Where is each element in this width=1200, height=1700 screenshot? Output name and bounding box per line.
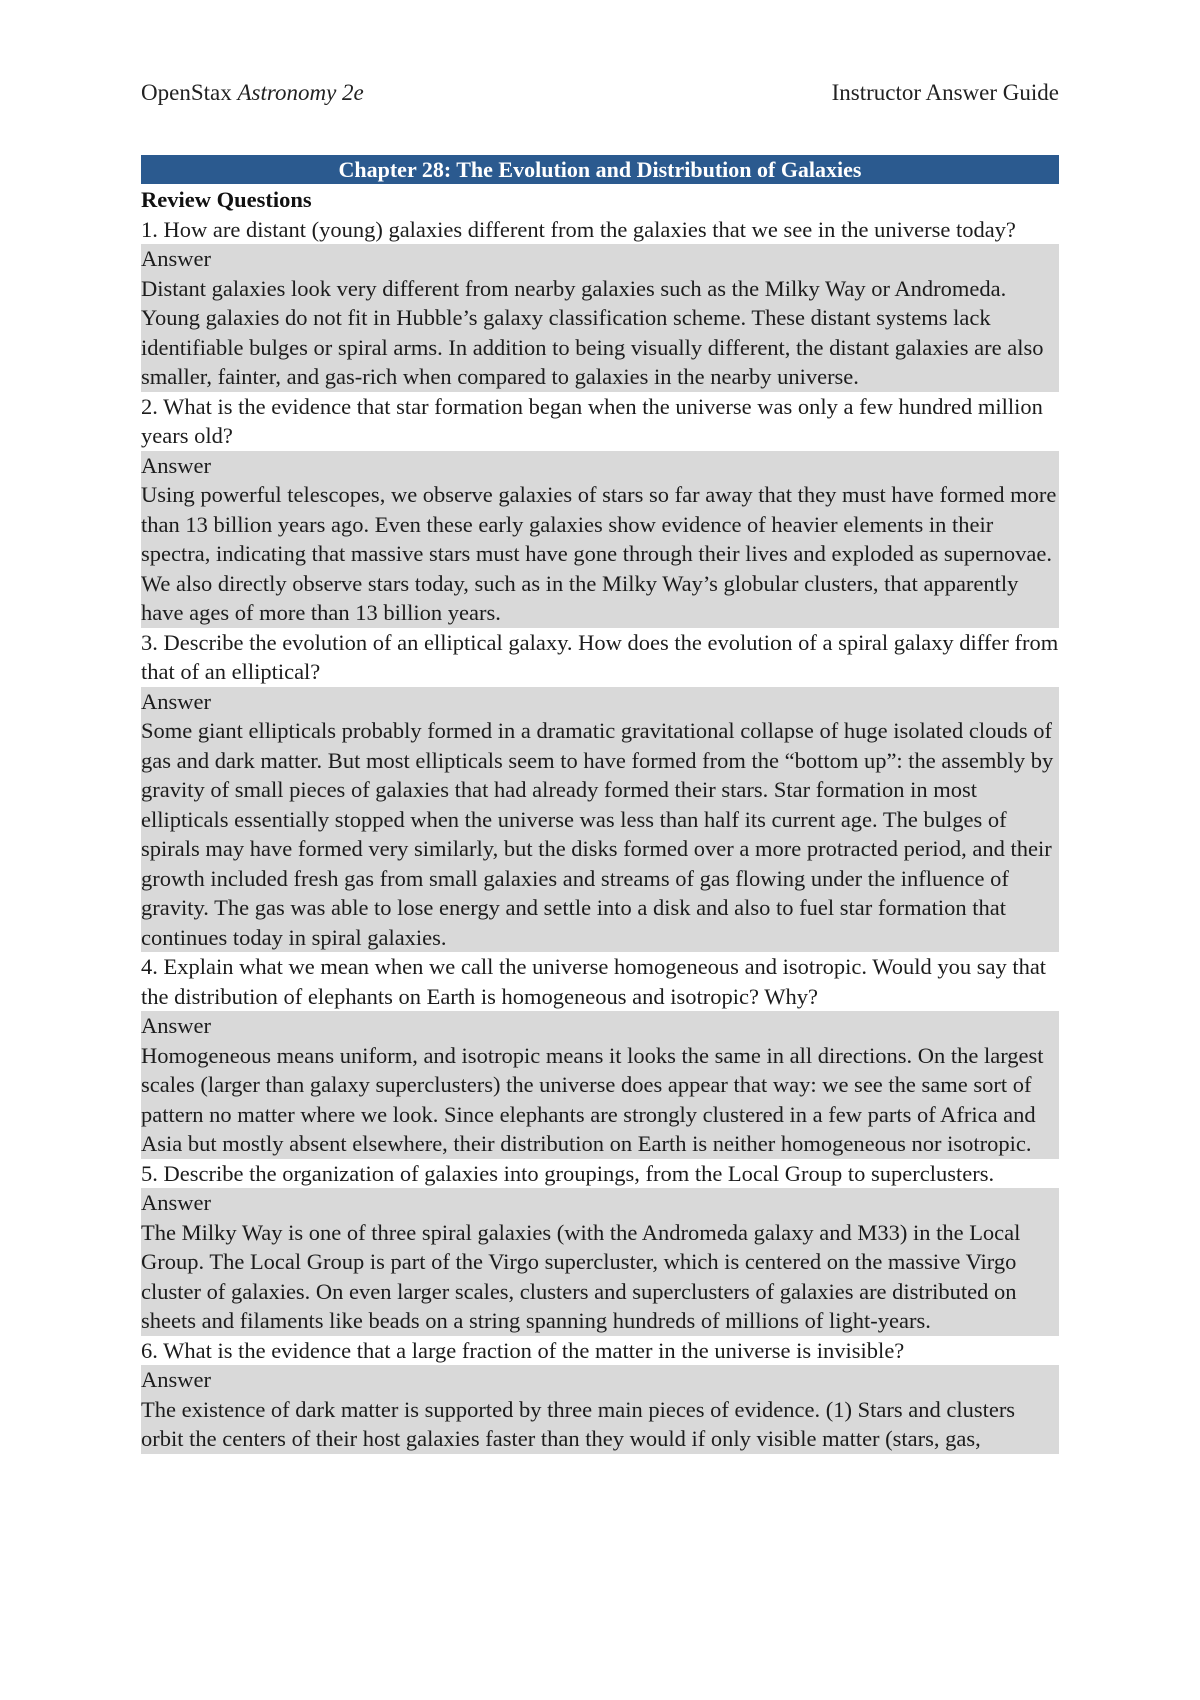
question-text: 2. What is the evidence that star formation began when the universe was only a few hundred million years old? (141, 393, 1043, 448)
header-book-title (141, 78, 364, 108)
answer-label: Answer (141, 688, 211, 714)
question-text: 5. Describe the organization of galaxies into groupings, from the Local Group to superclusters. (141, 1160, 995, 1186)
chapter-title-bar: Chapter 28: The Evolution and Distribution of Galaxies (141, 155, 1059, 184)
answer-block (141, 244, 1059, 392)
header-guide-title: Instructor Answer Guide (831, 80, 1059, 105)
answer-text: Homogeneous means uniform, and isotropic means it looks the same in all directions. On the largest scales (larger than galaxy superclusters) the universe does appear that way: we see the same sort of pattern no matter where we look. Since elephants are strongly clustered in a few parts of Africa and Asia but mostly absent elsewhere, their distribution on Earth is neither homogeneous nor isotropic. (141, 1042, 1044, 1156)
header-publisher: OpenStax (141, 80, 238, 105)
question-text: 6. What is the evidence that a large fraction of the matter in the universe is invisible? (141, 1337, 905, 1363)
answer-block (141, 1188, 1059, 1336)
qa-item (141, 392, 1059, 628)
answer-text: Distant galaxies look very different from nearby galaxies such as the Milky Way or Andromeda. Young galaxies do not fit in Hubble’s galaxy classification scheme. These distant systems lack identifiable bulges or spiral arms. In addition to being visually different, the distant galaxies are also smaller, fainter, and gas-rich when compared to galaxies in the nearby universe. (141, 275, 1044, 389)
answer-block (141, 451, 1059, 628)
answer-label: Answer (141, 1367, 211, 1392)
header-book-name: Astronomy 2e (237, 80, 364, 105)
answer-label: Answer (141, 1013, 211, 1038)
answer-text: Using powerful telescopes, we observe galaxies of stars so far away that they must have formed more than 13 billion years ago. Even these early galaxies show evidence of heavier elements in their spectra, indicating that massive stars must have gone through their lives and exploded as supernovae. We also directly observe stars today, such as in the Milky Way’s globular clusters, that apparently have ages of more than 13 billion years. (141, 482, 1057, 625)
document-content (141, 155, 1059, 1454)
answer-text: The Milky Way is one of three spiral galaxies (with the Andromeda galaxy and M33) in the Local Group. The Local Group is part of the Virgo supercluster, which is centered on the massive Virgo cluster of galaxies. On even larger scales, clusters and superclusters of galaxies are distributed on sheets and filaments like beads on a string spanning hundreds of millions of light-years. (141, 1219, 1021, 1333)
qa-item (141, 628, 1059, 953)
qa-item (141, 1159, 1059, 1336)
question-text: 1. How are distant (young) galaxies different from the galaxies that we see in the universe today? (141, 216, 1016, 242)
answer-label: Answer (141, 246, 211, 271)
answer-block (141, 1365, 1059, 1454)
answer-text: Some giant ellipticals probably formed in a dramatic gravitational collapse of huge isolated clouds of gas and dark matter. But most ellipticals seem to have formed from the “bottom up”: the assembly by gravity of small pieces of galaxies that had already formed their stars. Star formation in most ellipticals essentially stopped when the universe was less than half its current age. The bulges of spirals may have formed very similarly, but the disks formed over a more protracted period, and their growth included fresh gas from small galaxies and streams of gas flowing under the influence of gravity. The gas was able to lose energy and settle into a disk and also to fuel star formation that continues today in spiral galaxies. (141, 718, 1054, 950)
qa-item (141, 1336, 1059, 1454)
page-header (141, 78, 1059, 108)
qa-item (141, 952, 1059, 1159)
answer-block (141, 1011, 1059, 1159)
section-title: Review Questions (141, 187, 312, 212)
answer-label: Answer (141, 452, 211, 478)
qa-item (141, 215, 1059, 392)
answer-text: The existence of dark matter is supported by three main pieces of evidence. (1) Stars and clusters orbit the centers of their host galaxies faster than they would if only visible matter (stars, gas, (141, 1396, 1016, 1451)
question-text: 4. Explain what we mean when we call the universe homogeneous and isotropic. Would you say that the distribution of elephants on Earth is homogeneous and isotropic? Why? (141, 954, 1047, 1009)
answer-label: Answer (141, 1190, 211, 1215)
question-text: 3. Describe the evolution of an elliptical galaxy. How does the evolution of a spiral galaxy differ from that of an elliptical? (141, 629, 1059, 684)
answer-block (141, 687, 1059, 953)
